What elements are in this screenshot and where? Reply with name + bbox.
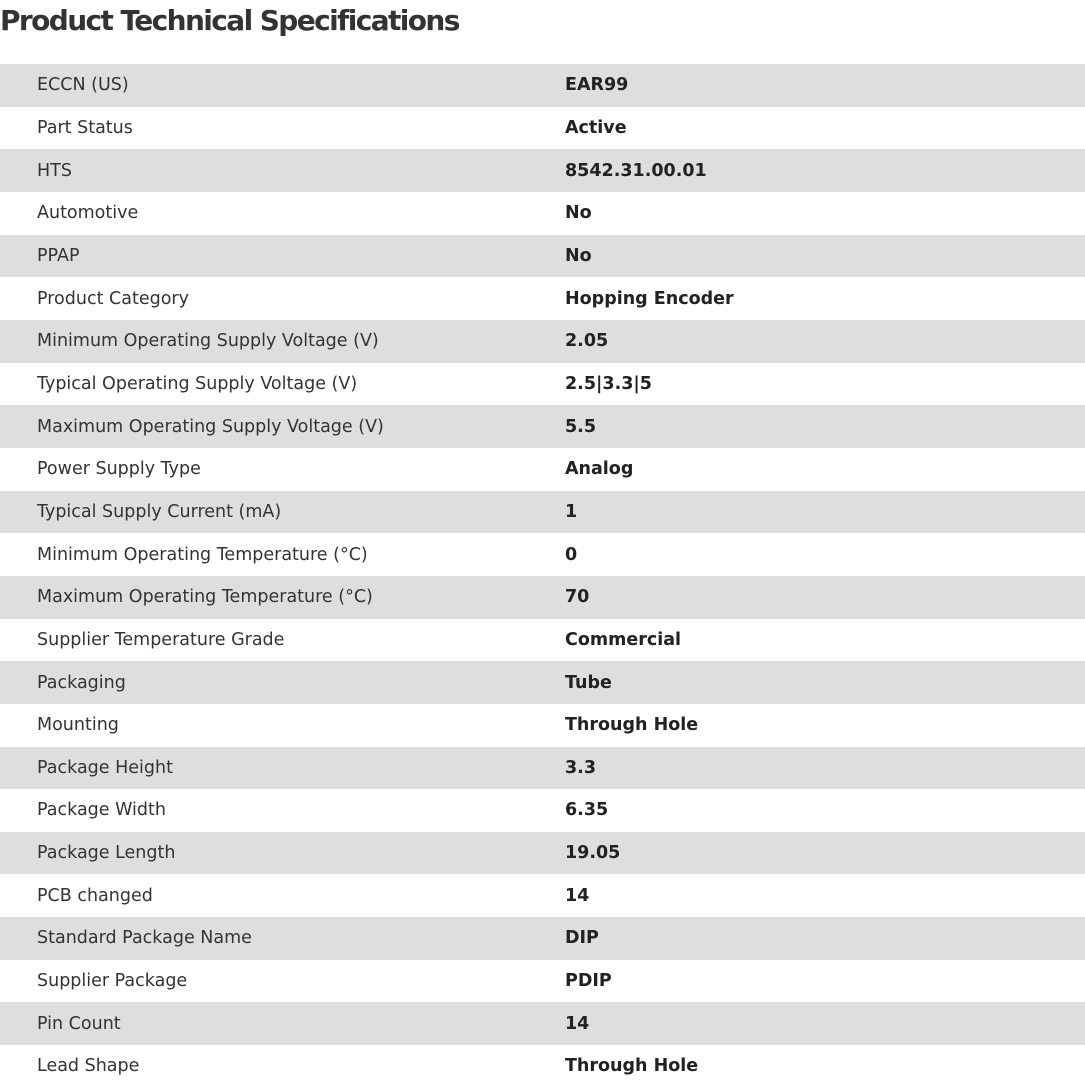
spec-value: Commercial [565, 629, 682, 650]
spec-row [0, 448, 1085, 491]
spec-name: HTS [37, 160, 72, 181]
spec-table-body [0, 64, 1085, 1083]
spec-value: 2.05 [565, 331, 609, 352]
spec-row [0, 619, 1085, 662]
spec-name: ECCN (US) [37, 75, 129, 96]
spec-value: Through Hole [565, 715, 699, 736]
spec-name: Typical Supply Current (mA) [37, 501, 282, 522]
spec-value: 2.5|3.3|5 [565, 373, 652, 394]
spec-value: 0 [565, 544, 578, 565]
spec-row [0, 533, 1085, 576]
spec-row [0, 235, 1085, 278]
spec-name: Packaging [37, 672, 126, 693]
spec-value: Hopping Encoder [565, 288, 734, 309]
page-title: Product Technical Specifications [0, 4, 459, 37]
spec-value: PDIP [565, 971, 612, 992]
spec-value: 1 [565, 501, 578, 522]
spec-row [0, 107, 1085, 150]
spec-value: 14 [565, 1013, 590, 1034]
spec-table [0, 64, 1085, 1083]
spec-row [0, 1045, 1085, 1083]
spec-value: Active [565, 117, 627, 138]
spec-row [0, 277, 1085, 320]
spec-name: Minimum Operating Supply Voltage (V) [37, 331, 379, 352]
spec-name: PPAP [37, 245, 80, 266]
spec-name: Pin Count [37, 1013, 121, 1034]
spec-row [0, 363, 1085, 406]
spec-row [0, 960, 1085, 1003]
spec-value: Analog [565, 459, 634, 480]
spec-name: Typical Operating Supply Voltage (V) [37, 373, 358, 394]
spec-value: 19.05 [565, 843, 621, 864]
spec-name: Package Width [37, 800, 166, 821]
spec-row [0, 320, 1085, 363]
spec-name: Maximum Operating Supply Voltage (V) [37, 416, 384, 437]
spec-value: 3.3 [565, 757, 597, 778]
spec-value: No [565, 245, 592, 266]
spec-name: Mounting [37, 715, 119, 736]
spec-value: 5.5 [565, 416, 597, 437]
spec-name: PCB changed [37, 885, 153, 906]
spec-value: DIP [565, 928, 599, 949]
spec-name: Power Supply Type [37, 459, 201, 480]
spec-row [0, 576, 1085, 619]
spec-name: Product Category [37, 288, 189, 309]
spec-row [0, 64, 1085, 107]
spec-row [0, 149, 1085, 192]
spec-name: Supplier Temperature Grade [37, 629, 285, 650]
spec-value: 14 [565, 885, 590, 906]
spec-value: 6.35 [565, 800, 609, 821]
spec-name: Maximum Operating Temperature (°C) [37, 587, 373, 608]
spec-row [0, 704, 1085, 747]
spec-row [0, 747, 1085, 790]
spec-name: Supplier Package [37, 971, 188, 992]
spec-row [0, 491, 1085, 534]
spec-name: Package Length [37, 843, 176, 864]
spec-row [0, 789, 1085, 832]
spec-row [0, 1002, 1085, 1045]
spec-value: 8542.31.00.01 [565, 160, 707, 181]
spec-row [0, 192, 1085, 235]
spec-name: Package Height [37, 757, 173, 778]
spec-name: Part Status [37, 117, 133, 138]
spec-value: Through Hole [565, 1056, 699, 1077]
spec-name: Standard Package Name [37, 928, 252, 949]
spec-row [0, 405, 1085, 448]
spec-row [0, 832, 1085, 875]
spec-name: Lead Shape [37, 1056, 140, 1077]
spec-value: EAR99 [565, 75, 629, 96]
spec-value: Tube [565, 672, 612, 693]
spec-value: No [565, 203, 592, 224]
spec-row [0, 917, 1085, 960]
spec-name: Minimum Operating Temperature (°C) [37, 544, 368, 565]
spec-name: Automotive [37, 203, 139, 224]
spec-value: 70 [565, 587, 590, 608]
spec-row [0, 874, 1085, 917]
spec-row [0, 661, 1085, 704]
